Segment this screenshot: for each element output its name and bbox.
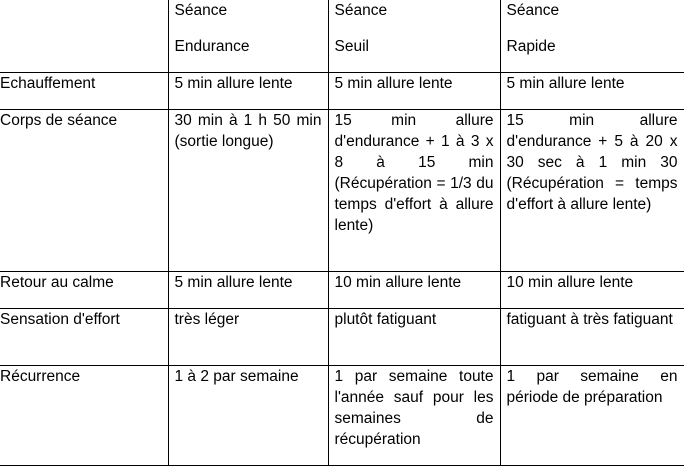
table-row	[0, 308, 684, 365]
header-rapide	[500, 0, 684, 72]
row-label: Récurrence	[0, 365, 168, 465]
table-row	[0, 271, 684, 308]
table-cell: 5 min allure lente	[500, 72, 684, 109]
table-cell: très léger	[168, 308, 328, 365]
table-cell: 30 min à 1 h 50 min (sortie longue)	[168, 109, 328, 271]
table-cell: fatiguant à très fatiguant	[500, 308, 684, 365]
header-seuil	[328, 0, 500, 72]
header-seuil-line1: Séance	[334, 2, 388, 19]
header-endurance	[168, 0, 328, 72]
table-row	[0, 365, 684, 465]
header-row	[0, 0, 684, 72]
table-cell: 1 par semaine en période de préparation	[500, 365, 684, 465]
table-cell: 5 min allure lente	[168, 72, 328, 109]
table-cell: 15 min allure d'endurance + 5 à 20 x 30 sec à 1 min 30 (Récupération = temps d'effort à allure lente)	[500, 109, 684, 271]
row-label: Sensation d'effort	[0, 308, 168, 365]
row-label: Retour au calme	[0, 271, 168, 308]
header-corner-cell	[0, 0, 168, 72]
table-row	[0, 72, 684, 109]
row-label: Corps de séance	[0, 109, 168, 271]
header-endurance-line1: Séance	[174, 2, 228, 19]
header-seuil-line2: Seuil	[334, 38, 369, 55]
table-cell: 15 min allure d'endurance + 1 à 3 x 8 à 15 min (Récupération = 1/3 du temps d'effort à allure lente)	[328, 109, 500, 271]
table-cell: 10 min allure lente	[328, 271, 500, 308]
table-cell: 1 à 2 par semaine	[168, 365, 328, 465]
table-cell: 10 min allure lente	[500, 271, 684, 308]
table-cell: 1 par semaine toute l'année sauf pour les semaines de récupération	[328, 365, 500, 465]
table-cell: plutôt fatiguant	[328, 308, 500, 365]
header-rapide-line1: Séance	[506, 2, 560, 19]
header-rapide-line2: Rapide	[506, 38, 556, 55]
row-label: Echauffement	[0, 72, 168, 109]
header-endurance-line2: Endurance	[174, 38, 250, 55]
table-cell: 5 min allure lente	[328, 72, 500, 109]
table-row	[0, 109, 684, 271]
table-cell: 5 min allure lente	[168, 271, 328, 308]
